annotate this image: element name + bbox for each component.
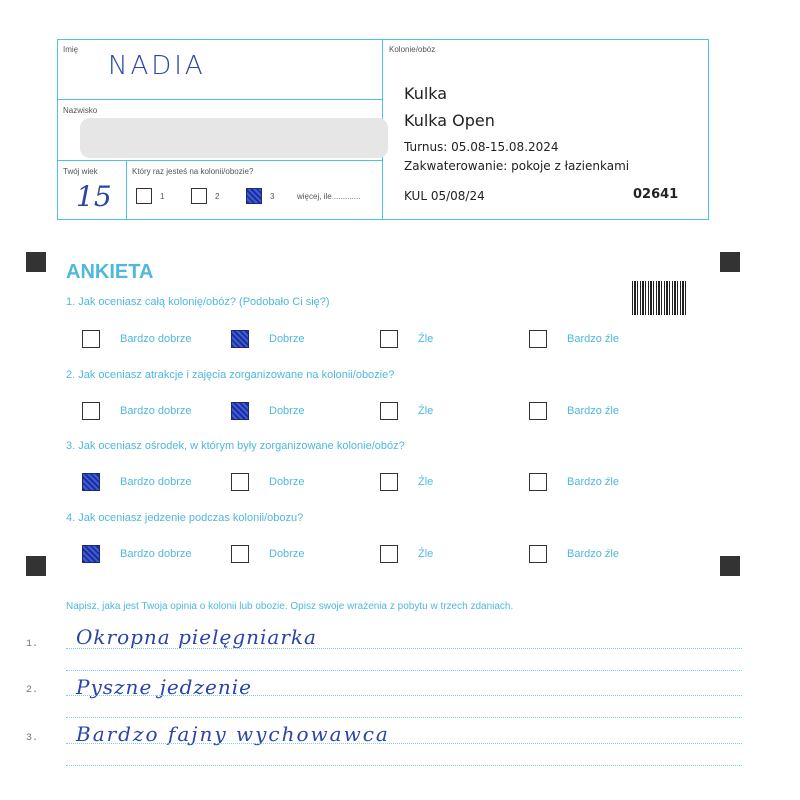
question-3: 3. Jak oceniasz ośrodek, w którym były zorganizowane kolonie/obóz?	[66, 440, 405, 452]
opinion-prompt: Napisz, jaka jest Twoja opinia o kolonii lub obozie. Opisz swoje wrażenia z pobytu w trzech zdaniach.	[66, 601, 514, 612]
question-4: 4. Jak oceniasz jedzenie podczas kolonii/obozu?	[66, 512, 304, 524]
header-row-line-2	[57, 160, 382, 161]
opinion-dotted-line-3b	[66, 765, 742, 766]
camp-label: Kolonie/obóz	[389, 45, 436, 54]
opinion-answer-3: Bardzo fajny wychowawca	[76, 722, 390, 746]
q3-option-good-checkbox[interactable]	[231, 473, 249, 491]
q4-option-good-checkbox[interactable]	[231, 545, 249, 563]
q4-option-bad-label: Źle	[418, 548, 434, 560]
times-checkbox-2[interactable]	[191, 188, 207, 204]
times-checkbox-1[interactable]	[136, 188, 152, 204]
surname-redacted	[80, 118, 388, 158]
q1-option-very-good-checkbox[interactable]	[82, 330, 100, 348]
camp-code: KUL 05/08/24	[404, 189, 485, 203]
times-option-2: 2	[215, 192, 220, 201]
q1-option-very-good-label: Bardzo dobrze	[120, 333, 192, 345]
name-label: Imię	[63, 45, 79, 54]
times-checkbox-3[interactable]	[246, 188, 262, 204]
q4-option-very-bad-label: Bardzo źle	[567, 548, 619, 560]
q4-option-bad-checkbox[interactable]	[380, 545, 398, 563]
registration-mark-bottom-right	[720, 556, 740, 576]
header-row-line-1	[57, 99, 382, 100]
q2-option-good-label: Dobrze	[269, 405, 305, 417]
q3-option-good-label: Dobrze	[269, 476, 305, 488]
opinion-line-number-1: 1.	[26, 639, 39, 650]
opinion-dotted-line-2a	[66, 695, 742, 696]
times-label: Który raz jesteś na kolonii/obozie?	[132, 167, 254, 176]
times-option-3: 3	[270, 192, 275, 201]
opinion-line-number-2: 2.	[26, 685, 39, 696]
camp-accommodation: Zakwaterowanie: pokoje z łazienkami	[404, 159, 630, 173]
q3-option-bad-checkbox[interactable]	[380, 473, 398, 491]
q2-option-good-checkbox[interactable]	[231, 402, 249, 420]
q3-option-very-bad-label: Bardzo źle	[567, 476, 619, 488]
age-value: 15	[76, 180, 112, 213]
q4-option-very-good-checkbox[interactable]	[82, 545, 100, 563]
q2-option-very-bad-checkbox[interactable]	[529, 402, 547, 420]
opinion-dotted-line-1b	[66, 670, 742, 671]
camp-turnus: Turnus: 05.08-15.08.2024	[404, 140, 559, 154]
registration-mark-bottom-left	[26, 556, 46, 576]
q2-option-very-good-label: Bardzo dobrze	[120, 405, 192, 417]
q1-option-very-bad-label: Bardzo źle	[567, 333, 619, 345]
opinion-dotted-line-2b	[66, 717, 742, 718]
q1-option-good-checkbox[interactable]	[231, 330, 249, 348]
q2-option-very-good-checkbox[interactable]	[82, 402, 100, 420]
q1-option-bad-checkbox[interactable]	[380, 330, 398, 348]
camp-number: 02641	[633, 187, 679, 202]
surname-label: Nazwisko	[63, 106, 98, 115]
registration-mark-top-left	[26, 252, 46, 272]
barcode-icon	[632, 281, 686, 315]
camp-subname: Kulka Open	[404, 111, 495, 130]
name-value: NADIA	[108, 51, 206, 81]
header-age-divider	[126, 160, 127, 220]
q3-option-very-good-checkbox[interactable]	[82, 473, 100, 491]
times-option-1: 1	[160, 192, 165, 201]
q3-option-bad-label: Źle	[418, 476, 434, 488]
q1-option-bad-label: Źle	[418, 333, 434, 345]
age-label: Twój wiek	[63, 167, 98, 176]
opinion-dotted-line-3a	[66, 743, 742, 744]
q4-option-very-good-label: Bardzo dobrze	[120, 548, 192, 560]
camp-name: Kulka	[404, 84, 448, 103]
survey-title: ANKIETA	[66, 261, 154, 283]
q2-option-bad-label: Źle	[418, 405, 434, 417]
q4-option-very-bad-checkbox[interactable]	[529, 545, 547, 563]
question-2: 2. Jak oceniasz atrakcje i zajęcia zorganizowane na kolonii/obozie?	[66, 369, 395, 381]
times-option-more: więcej, ile ............	[297, 192, 361, 201]
q1-option-very-bad-checkbox[interactable]	[529, 330, 547, 348]
question-1: 1. Jak oceniasz całą kolonię/obóz? (Podobało Ci się?)	[66, 296, 330, 308]
q1-option-good-label: Dobrze	[269, 333, 305, 345]
q2-option-bad-checkbox[interactable]	[380, 402, 398, 420]
q2-option-very-bad-label: Bardzo źle	[567, 405, 619, 417]
opinion-dotted-line-1a	[66, 648, 742, 649]
opinion-answer-1: Okropna pielęgniarka	[76, 625, 317, 649]
opinion-answer-2: Pyszne jedzenie	[76, 675, 252, 699]
q3-option-very-bad-checkbox[interactable]	[529, 473, 547, 491]
q4-option-good-label: Dobrze	[269, 548, 305, 560]
opinion-line-number-3: 3.	[26, 733, 39, 744]
registration-mark-top-right	[720, 252, 740, 272]
q3-option-very-good-label: Bardzo dobrze	[120, 476, 192, 488]
